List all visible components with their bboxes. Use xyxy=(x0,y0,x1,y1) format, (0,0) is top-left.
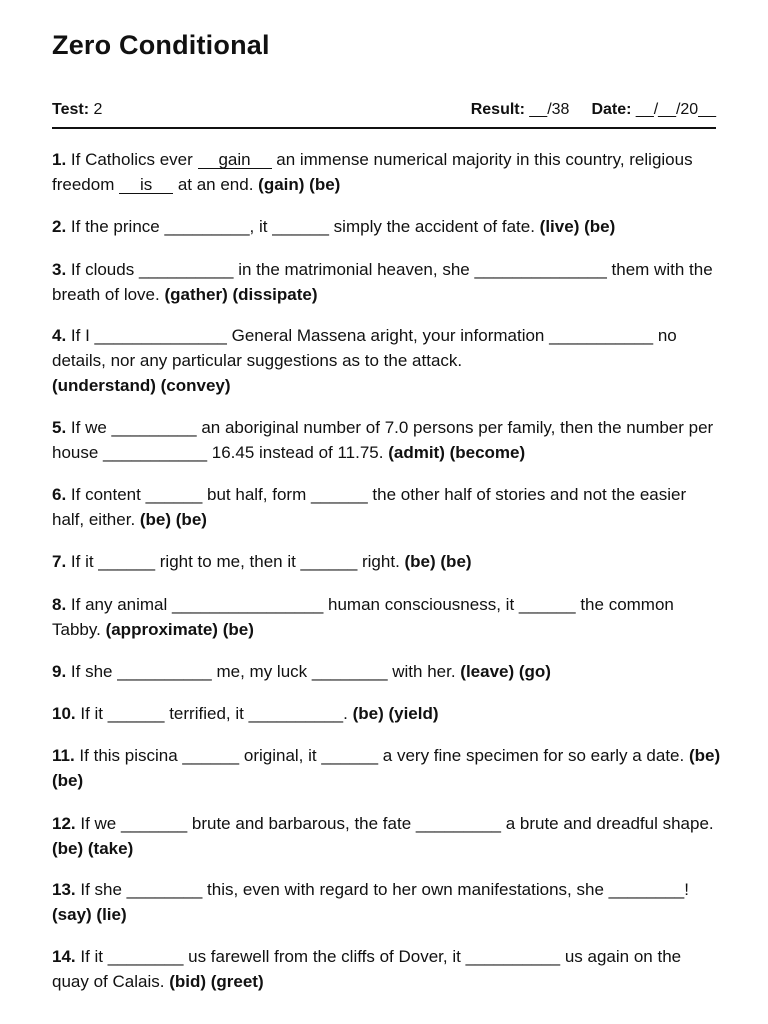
verb-hint: (leave) (go) xyxy=(460,662,551,681)
verb-hint: (be) (be) xyxy=(52,746,721,790)
question-number: 2. xyxy=(52,217,67,236)
question-text: If Catholics ever xyxy=(66,150,198,169)
question-9 xyxy=(52,659,722,684)
question-text: If she __________ me, my luck ________ with her. xyxy=(66,662,461,681)
verb-hint: (be) (take) xyxy=(52,839,134,858)
question-number: 3. xyxy=(52,260,67,279)
result-date-info xyxy=(471,101,716,119)
question-number: 10. xyxy=(52,704,76,723)
question-number: 9. xyxy=(52,662,67,681)
question-7 xyxy=(52,549,722,574)
verb-hint: (admit) (become) xyxy=(388,443,526,462)
question-text: If this piscina ______ original, it ______ a very fine specimen for so early a date. xyxy=(74,746,689,765)
question-text: an immense numerical majority in this country, religious freedom xyxy=(52,150,693,194)
question-5 xyxy=(52,415,722,465)
worksheet-header xyxy=(52,101,716,129)
question-8 xyxy=(52,592,722,642)
date-value: __/__/20__ xyxy=(635,101,716,118)
question-text: If we _________ an aboriginal number of 7.0 persons per family, then the number per house ___________ 16.45 instead of 11.75. xyxy=(52,418,714,462)
verb-hint: (be) (yield) xyxy=(352,704,439,723)
question-4 xyxy=(52,323,722,398)
question-number: 7. xyxy=(52,552,67,571)
question-text: If I ______________ General Massena aright, your information ___________ no details, nor any particular suggestions as to the attack. xyxy=(52,326,677,370)
question-number: 8. xyxy=(52,595,67,614)
question-text: If content ______ but half, form ______ the other half of stories and not the easier half, either. xyxy=(52,485,687,529)
question-6 xyxy=(52,482,722,532)
question-3 xyxy=(52,257,722,307)
question-10 xyxy=(52,701,722,726)
verb-hint: (gain) (be) xyxy=(258,175,341,194)
answer-blank[interactable]: is xyxy=(119,176,173,194)
verb-hint: (approximate) (be) xyxy=(105,620,254,639)
test-info xyxy=(52,101,102,119)
verb-hint: (say) (lie) xyxy=(52,905,127,924)
question-text: If she ________ this, even with regard to her own manifestations, she ________! xyxy=(75,880,689,899)
question-text: If any animal ________________ human consciousness, it ______ the common Tabby. xyxy=(52,595,674,639)
question-number: 6. xyxy=(52,485,67,504)
question-text: If clouds __________ in the matrimonial heaven, she ______________ them with the breath of love. xyxy=(52,260,713,304)
question-number: 12. xyxy=(52,814,76,833)
verb-hint: (be) (be) xyxy=(139,510,207,529)
question-14 xyxy=(52,944,722,994)
page-title: Zero Conditional xyxy=(52,30,270,60)
verb-hint: (bid) (greet) xyxy=(169,972,264,991)
verb-hint: (understand) (convey) xyxy=(52,376,231,395)
question-1 xyxy=(52,147,722,197)
question-number: 1. xyxy=(52,150,67,169)
test-label: Test: xyxy=(52,101,90,118)
question-2 xyxy=(52,214,722,239)
verb-hint: (be) (be) xyxy=(404,552,472,571)
result-label: Result: xyxy=(470,101,525,118)
verb-hint: (live) (be) xyxy=(539,217,616,236)
question-text: If we _______ brute and barbarous, the fate _________ a brute and dreadful shape. xyxy=(75,814,714,833)
question-number: 4. xyxy=(52,326,67,345)
result-value: __/38 xyxy=(529,101,570,118)
date-label: Date: xyxy=(591,101,632,118)
question-text: If the prince _________, it ______ simply the accident of fate. xyxy=(66,217,540,236)
question-number: 11. xyxy=(52,746,75,765)
question-13 xyxy=(52,877,722,927)
question-number: 14. xyxy=(52,947,76,966)
question-text: at an end. xyxy=(173,175,259,194)
test-value: 2 xyxy=(93,101,103,118)
question-number: 13. xyxy=(52,880,76,899)
question-text: If it ______ terrified, it __________. xyxy=(75,704,353,723)
question-number: 5. xyxy=(52,418,67,437)
question-12 xyxy=(52,811,722,861)
verb-hint: (gather) (dissipate) xyxy=(164,285,318,304)
answer-blank[interactable]: gain xyxy=(198,151,272,169)
question-11 xyxy=(52,743,722,793)
question-text: If it ________ us farewell from the cliffs of Dover, it __________ us again on the quay of Calais. xyxy=(52,947,682,991)
question-text: If it ______ right to me, then it ______ right. xyxy=(66,552,405,571)
